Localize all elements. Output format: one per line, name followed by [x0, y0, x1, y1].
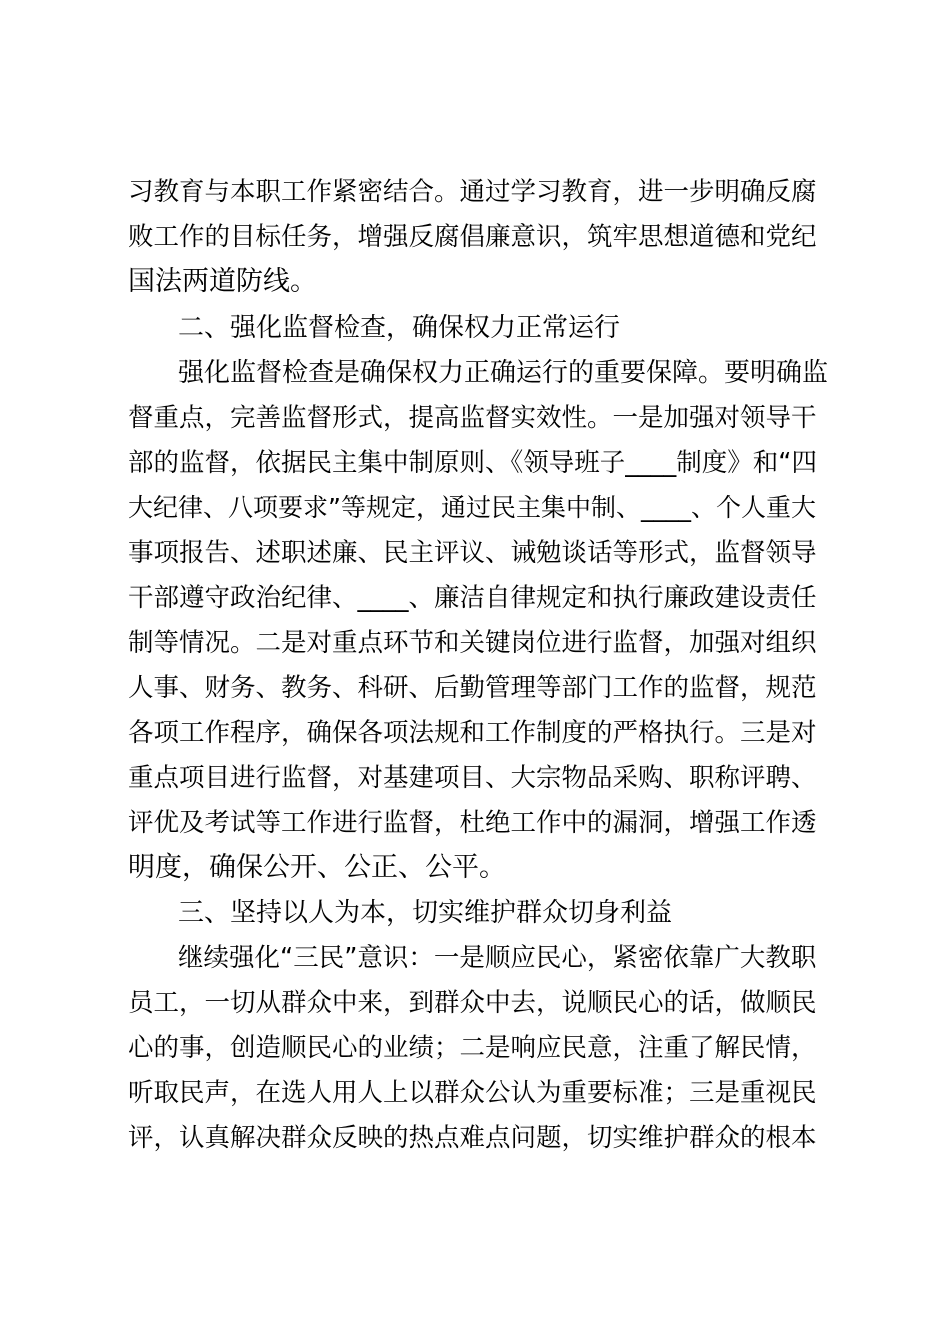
body-text-line: 评，认真解决群众反映的热点难点问题，切实维护群众的根本	[128, 1123, 817, 1153]
body-text-line: 明度，确保公开、公正、公平。	[128, 852, 506, 883]
body-text-line: 习教育与本职工作紧密结合。通过学习教育，进一步明确反腐	[128, 177, 817, 207]
body-text-line: 败工作的目标任务，增强反腐倡廉意识，筑牢思想道德和党纪	[128, 222, 817, 252]
body-text-line: 部的监督，依据民主集中制原则、《领导班子____制度》和“四	[128, 448, 817, 478]
paragraph-first-line: 继续强化“三民”意识：一是顺应民心，紧密依靠广大教职	[178, 943, 817, 973]
body-text-line: 听取民声，在选人用人上以群众公认为重要标准；三是重视民	[128, 1078, 817, 1108]
body-text-line: 国法两道防线。	[128, 266, 317, 297]
body-text-line: 大纪律、八项要求”等规定，通过民主集中制、____、个人重大	[128, 493, 816, 522]
body-text-line: 干部遵守政治纪律、____、廉洁自律规定和执行廉政建设责任	[128, 583, 817, 613]
body-text-line: 评优及考试等工作进行监督，杜绝工作中的漏洞，增强工作透	[128, 808, 817, 838]
body-text-line: 人事、财务、教务、科研、后勤管理等部门工作的监督，规范	[128, 673, 817, 703]
body-text-line: 制等情况。二是对重点环节和关键岗位进行监督，加强对组织	[128, 628, 817, 658]
body-text-line: 心的事，创造顺民心的业绩；二是响应民意，注重了解民情，	[128, 1033, 817, 1063]
paragraph-first-line: 强化监督检查是确保权力正确运行的重要保障。要明确监	[178, 358, 829, 388]
body-text-line: 员工，一切从群众中来，到群众中去，说顺民心的话，做顺民	[128, 988, 817, 1018]
body-text-line: 事项报告、述职述廉、民主评议、诫勉谈话等形式，监督领导	[128, 538, 817, 568]
body-text-line: 各项工作程序，确保各项法规和工作制度的严格执行。三是对	[128, 718, 817, 748]
body-text-line: 督重点，完善监督形式，提高监督实效性。一是加强对领导干	[128, 403, 817, 433]
section-heading-3: 三、坚持以人为本，切实维护群众切身利益	[178, 898, 673, 928]
body-text-line: 重点项目进行监督，对基建项目、大宗物品采购、职称评聘、	[128, 763, 817, 793]
section-heading-2: 二、强化监督检查，确保权力正常运行	[178, 313, 621, 343]
